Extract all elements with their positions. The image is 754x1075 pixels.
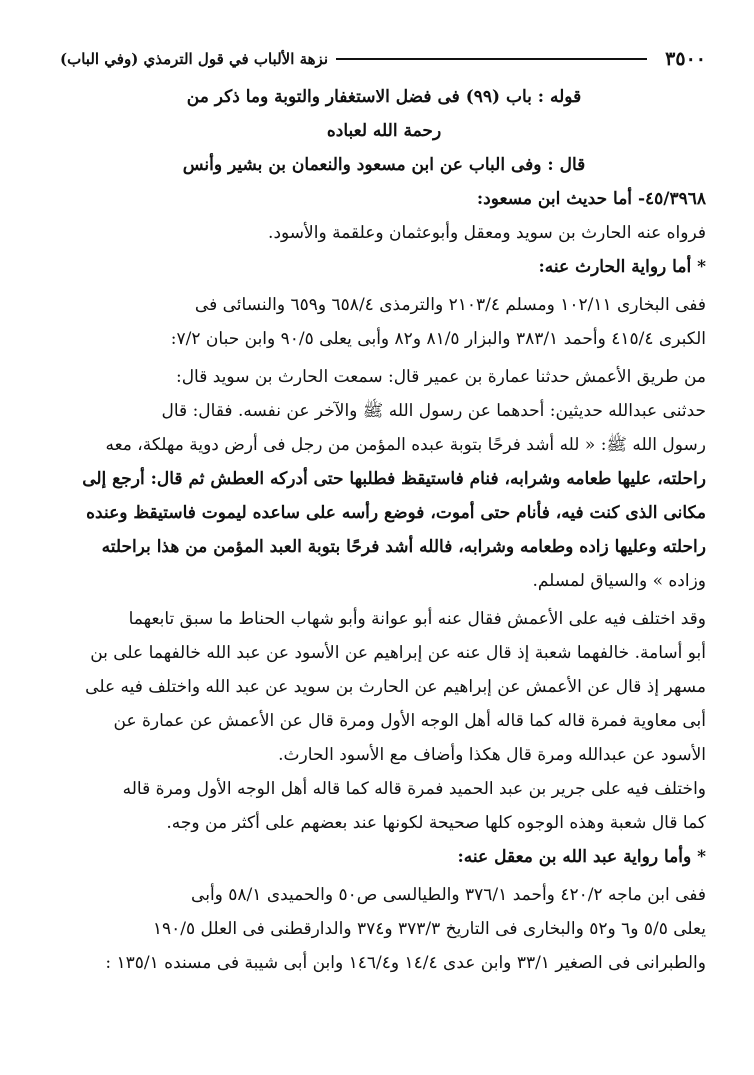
commentary-line: واختلف فيه على جرير بن عبد الحميد فمرة قاله كما قاله أهل الوجه الأول ومرة قاله <box>122 779 706 799</box>
fil-bab-statement: قال : وفى الباب عن ابن مسعود والنعمان بن بشير وأنس <box>182 155 586 175</box>
commentary-line: كما قال شعبة وهذه الوجوه كلها صحيحة لكونها عند بعضهم على أكثر من وجه. <box>166 813 706 833</box>
reference-line: ففى البخارى ١٠٢/١١ ومسلم ٢١٠٣/٤ والترمذى ٦٥٨/٤ و٦٥٩ والنسائى فى <box>194 295 706 315</box>
chapter-heading-cont: رحمة الله لعباده <box>326 121 442 141</box>
chapter-heading: قوله : باب (٩٩) فى فضل الاستغفار والتوبة وما ذكر من <box>186 87 582 107</box>
hadith-number-heading: ٤٥/٣٩٦٨- أما حديث ابن مسعود: <box>476 189 706 209</box>
reference-line: والطبرانى فى الصغير ٣٣/١ وابن عدى ١٤/٤ و١٤٦/٤ وابن أبى شيبة فى مسنده ١٣٥/١ : <box>105 953 706 973</box>
hadith-text-line: مكانى الذى كنت فيه، فأنام حتى أموت، فوضع رأسه على ساعده ليموت فاستيقظ وعنده <box>86 503 706 523</box>
reference-line: الكبرى ٤١٥/٤ وأحمد ٣٨٣/١ والبزار ٨١/٥ و٨٢ وأبى يعلى ٩٠/٥ وابن حبان ٧/٢: <box>170 329 706 349</box>
commentary-line: أبو أسامة. خالفهما شعبة إذ قال عنه عن إبراهيم عن الأسود عن عبد الله خالفهما على بن <box>90 643 706 663</box>
page-header <box>60 44 706 74</box>
hadith-text-line: حدثنى عبدالله حديثين: أحدهما عن رسول الله ﷺ والآخر عن نفسه. فقال: قال <box>161 401 706 421</box>
commentary-line: مسهر إذ قال عن الأعمش عن إبراهيم عن الحارث بن سويد عن عبد الله واختلف فيه على <box>85 677 706 697</box>
reference-line: يعلى ٥/٥ و٦ و٥٢ والبخارى فى التاريخ ٣٧٣/٣ و٣٧٤ والدارقطنى فى العلل ١٩٠/٥ <box>152 919 706 939</box>
harith-section-heading: * أما رواية الحارث عنه: <box>538 257 706 277</box>
page-body <box>62 80 706 980</box>
hadith-text-line: راحلته وعليها زاده وطعامه وشرابه، فالله أشد فرحًا بتوبة العبد المؤمن من هذا براحلته <box>101 537 706 557</box>
running-title: نزهة الألباب في قول الترمذي (وفي الباب) <box>60 50 328 68</box>
reference-line: ففى ابن ماجه ٤٢٠/٢ وأحمد ٣٧٦/١ والطيالسى ص٥٠ والحميدى ٥٨/١ وأبى <box>191 885 706 905</box>
header-rule <box>336 58 647 60</box>
page-number: ٣٥٠٠ <box>665 48 706 70</box>
commentary-line: وقد اختلف فيه على الأعمش فقال عنه أبو عوانة وأبو شهاب الحناط ما سبق تابعهما <box>128 609 706 629</box>
maqil-section-heading: * وأما رواية عبد الله بن معقل عنه: <box>457 847 706 867</box>
commentary-line: الأسود عن عبدالله ومرة قال هكذا وأضاف مع الأسود الحارث. <box>278 745 706 765</box>
hadith-text-line: من طريق الأعمش حدثنا عمارة بن عمير قال: سمعت الحارث بن سويد قال: <box>175 367 706 387</box>
hadith-text-line: راحلته، عليها طعامه وشرابه، فنام فاستيقظ فطلبها حتى أدركه العطش ثم قال: أرجع إلى <box>82 469 706 489</box>
narrators-line: فرواه عنه الحارث بن سويد ومعقل وأبوعثمان وعلقمة والأسود. <box>268 223 706 243</box>
commentary-line: أبى معاوية فمرة قاله كما قاله أهل الوجه الأول ومرة قال عن الأعمش عن عمارة عن <box>113 711 706 731</box>
hadith-text-line: رسول الله ﷺ: « لله أشد فرحًا بتوبة عبده المؤمن من رجل فى أرض دوية مهلكة، معه <box>105 435 706 455</box>
hadith-text-line: وزاده » والسياق لمسلم. <box>532 571 706 591</box>
